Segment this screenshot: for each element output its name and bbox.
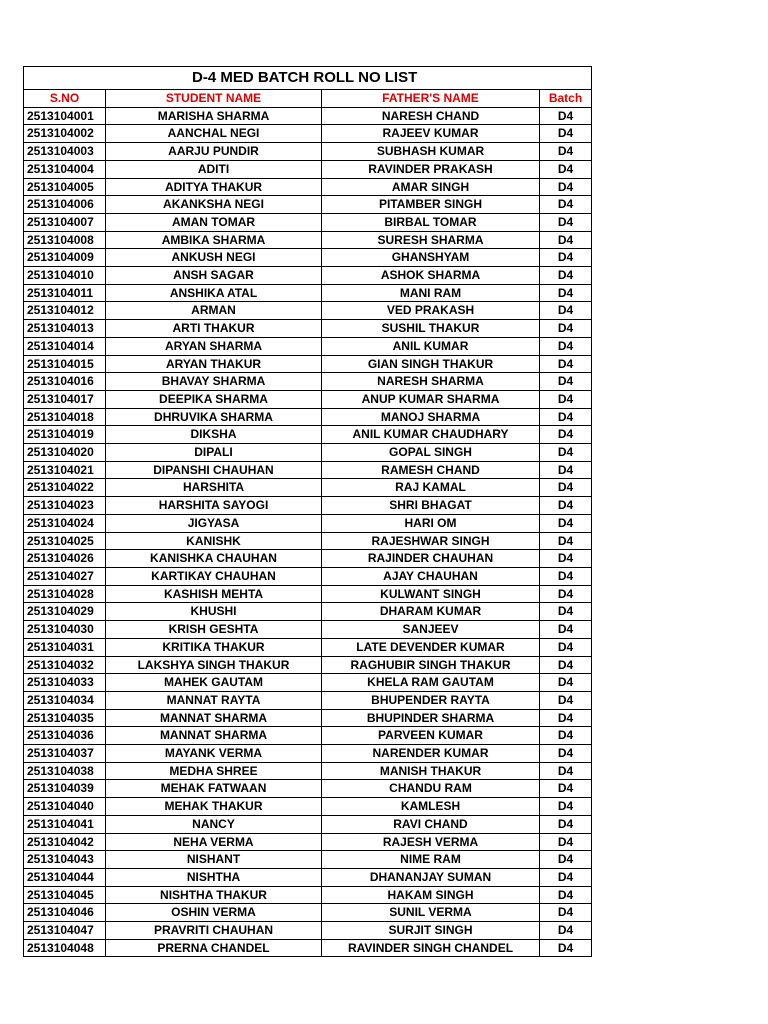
table-row xyxy=(24,727,592,745)
row-sno: 2513104039 xyxy=(24,780,106,798)
table-row xyxy=(24,143,592,161)
row-sno: 2513104035 xyxy=(24,709,106,727)
row-father-name: RAGHUBIR SINGH THAKUR xyxy=(322,656,540,674)
row-batch: D4 xyxy=(540,267,592,285)
table-row xyxy=(24,196,592,214)
row-father-name: MANI RAM xyxy=(322,284,540,302)
row-student-name: DEEPIKA SHARMA xyxy=(106,390,322,408)
roll-list-sheet xyxy=(23,66,591,957)
row-batch: D4 xyxy=(540,178,592,196)
table-row xyxy=(24,833,592,851)
row-sno: 2513104031 xyxy=(24,638,106,656)
row-sno: 2513104012 xyxy=(24,302,106,320)
table-row xyxy=(24,621,592,639)
row-student-name: DHRUVIKA SHARMA xyxy=(106,408,322,426)
row-father-name: SUNIL VERMA xyxy=(322,904,540,922)
table-row xyxy=(24,160,592,178)
row-batch: D4 xyxy=(540,497,592,515)
table-row xyxy=(24,355,592,373)
row-sno: 2513104006 xyxy=(24,196,106,214)
row-father-name: ANUP KUMAR SHARMA xyxy=(322,390,540,408)
row-sno: 2513104046 xyxy=(24,904,106,922)
row-batch: D4 xyxy=(540,815,592,833)
row-sno: 2513104003 xyxy=(24,143,106,161)
row-student-name: MEHAK FATWAAN xyxy=(106,780,322,798)
row-student-name: KANISHK xyxy=(106,532,322,550)
row-student-name: KRITIKA THAKUR xyxy=(106,638,322,656)
row-sno: 2513104038 xyxy=(24,762,106,780)
row-student-name: ANKUSH NEGI xyxy=(106,249,322,267)
row-father-name: SHRI BHAGAT xyxy=(322,497,540,515)
row-batch: D4 xyxy=(540,514,592,532)
table-row xyxy=(24,479,592,497)
table-row xyxy=(24,762,592,780)
row-batch: D4 xyxy=(540,213,592,231)
table-row xyxy=(24,868,592,886)
title-row xyxy=(24,67,592,90)
row-batch: D4 xyxy=(540,550,592,568)
row-student-name: KRISH GESHTA xyxy=(106,621,322,639)
row-sno: 2513104032 xyxy=(24,656,106,674)
roll-list-table xyxy=(23,66,592,957)
row-sno: 2513104020 xyxy=(24,444,106,462)
row-father-name: ASHOK SHARMA xyxy=(322,267,540,285)
row-student-name: AARJU PUNDIR xyxy=(106,143,322,161)
row-father-name: RAJEEV KUMAR xyxy=(322,125,540,143)
row-father-name: KULWANT SINGH xyxy=(322,585,540,603)
table-row xyxy=(24,585,592,603)
row-student-name: AMAN TOMAR xyxy=(106,213,322,231)
row-batch: D4 xyxy=(540,390,592,408)
row-student-name: ANSHIKA ATAL xyxy=(106,284,322,302)
row-sno: 2513104025 xyxy=(24,532,106,550)
row-father-name: HAKAM SINGH xyxy=(322,886,540,904)
row-sno: 2513104048 xyxy=(24,939,106,957)
row-student-name: ARYAN SHARMA xyxy=(106,337,322,355)
table-row xyxy=(24,904,592,922)
row-sno: 2513104037 xyxy=(24,745,106,763)
row-student-name: PRAVRITI CHAUHAN xyxy=(106,922,322,940)
table-row xyxy=(24,125,592,143)
row-father-name: NARENDER KUMAR xyxy=(322,745,540,763)
row-sno: 2513104044 xyxy=(24,868,106,886)
row-father-name: KAMLESH xyxy=(322,798,540,816)
row-father-name: SURESH SHARMA xyxy=(322,231,540,249)
row-student-name: ARTI THAKUR xyxy=(106,320,322,338)
table-row xyxy=(24,514,592,532)
row-sno: 2513104001 xyxy=(24,107,106,125)
row-sno: 2513104027 xyxy=(24,567,106,585)
table-row xyxy=(24,532,592,550)
table-row xyxy=(24,603,592,621)
row-father-name: RAVINDER SINGH CHANDEL xyxy=(322,939,540,957)
row-batch: D4 xyxy=(540,674,592,692)
row-sno: 2513104041 xyxy=(24,815,106,833)
row-student-name: MANNAT SHARMA xyxy=(106,709,322,727)
row-student-name: PRERNA CHANDEL xyxy=(106,939,322,957)
row-sno: 2513104045 xyxy=(24,886,106,904)
table-row xyxy=(24,267,592,285)
row-batch: D4 xyxy=(540,444,592,462)
row-sno: 2513104009 xyxy=(24,249,106,267)
header-row xyxy=(24,90,592,108)
table-row xyxy=(24,745,592,763)
row-student-name: KHUSHI xyxy=(106,603,322,621)
row-sno: 2513104036 xyxy=(24,727,106,745)
row-father-name: ANIL KUMAR xyxy=(322,337,540,355)
row-batch: D4 xyxy=(540,798,592,816)
row-student-name: KASHISH MEHTA xyxy=(106,585,322,603)
row-sno: 2513104007 xyxy=(24,213,106,231)
row-sno: 2513104014 xyxy=(24,337,106,355)
row-sno: 2513104011 xyxy=(24,284,106,302)
row-student-name: OSHIN VERMA xyxy=(106,904,322,922)
row-student-name: MARISHA SHARMA xyxy=(106,107,322,125)
row-batch: D4 xyxy=(540,196,592,214)
row-father-name: GHANSHYAM xyxy=(322,249,540,267)
table-row xyxy=(24,567,592,585)
row-sno: 2513104022 xyxy=(24,479,106,497)
row-sno: 2513104021 xyxy=(24,461,106,479)
row-sno: 2513104033 xyxy=(24,674,106,692)
row-batch: D4 xyxy=(540,691,592,709)
row-batch: D4 xyxy=(540,603,592,621)
table-row xyxy=(24,780,592,798)
page-title: D-4 MED BATCH ROLL NO LIST xyxy=(24,67,592,90)
row-batch: D4 xyxy=(540,320,592,338)
row-father-name: SANJEEV xyxy=(322,621,540,639)
row-student-name: DIPALI xyxy=(106,444,322,462)
table-row xyxy=(24,886,592,904)
table-row xyxy=(24,638,592,656)
row-father-name: ANIL KUMAR CHAUDHARY xyxy=(322,426,540,444)
row-sno: 2513104010 xyxy=(24,267,106,285)
table-row xyxy=(24,284,592,302)
row-father-name: NIME RAM xyxy=(322,851,540,869)
table-body xyxy=(24,107,592,957)
row-sno: 2513104040 xyxy=(24,798,106,816)
row-student-name: AKANKSHA NEGI xyxy=(106,196,322,214)
row-batch: D4 xyxy=(540,532,592,550)
row-batch: D4 xyxy=(540,567,592,585)
row-sno: 2513104034 xyxy=(24,691,106,709)
row-student-name: MAHEK GAUTAM xyxy=(106,674,322,692)
row-student-name: ADITYA THAKUR xyxy=(106,178,322,196)
table-row xyxy=(24,815,592,833)
row-father-name: LATE DEVENDER KUMAR xyxy=(322,638,540,656)
row-student-name: MEHAK THAKUR xyxy=(106,798,322,816)
row-student-name: BHAVAY SHARMA xyxy=(106,373,322,391)
row-sno: 2513104008 xyxy=(24,231,106,249)
row-student-name: DIKSHA xyxy=(106,426,322,444)
row-student-name: NANCY xyxy=(106,815,322,833)
row-student-name: DIPANSHI CHAUHAN xyxy=(106,461,322,479)
row-father-name: SURJIT SINGH xyxy=(322,922,540,940)
header-father-name: FATHER'S NAME xyxy=(322,90,540,108)
row-sno: 2513104016 xyxy=(24,373,106,391)
row-student-name: KANISHKA CHAUHAN xyxy=(106,550,322,568)
table-row xyxy=(24,249,592,267)
row-father-name: CHANDU RAM xyxy=(322,780,540,798)
row-father-name: MANISH THAKUR xyxy=(322,762,540,780)
row-father-name: RAJESHWAR SINGH xyxy=(322,532,540,550)
row-father-name: NARESH CHAND xyxy=(322,107,540,125)
row-student-name: NISHTHA xyxy=(106,868,322,886)
row-batch: D4 xyxy=(540,851,592,869)
row-father-name: GIAN SINGH THAKUR xyxy=(322,355,540,373)
table-row xyxy=(24,231,592,249)
row-father-name: PARVEEN KUMAR xyxy=(322,727,540,745)
row-sno: 2513104002 xyxy=(24,125,106,143)
row-sno: 2513104023 xyxy=(24,497,106,515)
header-sno: S.NO xyxy=(24,90,106,108)
row-father-name: PITAMBER SINGH xyxy=(322,196,540,214)
table-row xyxy=(24,461,592,479)
row-batch: D4 xyxy=(540,231,592,249)
row-father-name: SUSHIL THAKUR xyxy=(322,320,540,338)
row-father-name: VED PRAKASH xyxy=(322,302,540,320)
table-row xyxy=(24,302,592,320)
table-row xyxy=(24,213,592,231)
row-batch: D4 xyxy=(540,143,592,161)
row-father-name: RAJESH VERMA xyxy=(322,833,540,851)
table-row xyxy=(24,691,592,709)
row-father-name: AMAR SINGH xyxy=(322,178,540,196)
row-sno: 2513104030 xyxy=(24,621,106,639)
table-row xyxy=(24,798,592,816)
row-father-name: RAMESH CHAND xyxy=(322,461,540,479)
row-father-name: AJAY CHAUHAN xyxy=(322,567,540,585)
row-father-name: RAVINDER PRAKASH xyxy=(322,160,540,178)
row-father-name: BHUPINDER SHARMA xyxy=(322,709,540,727)
row-father-name: BIRBAL TOMAR xyxy=(322,213,540,231)
row-batch: D4 xyxy=(540,284,592,302)
table-row xyxy=(24,178,592,196)
row-father-name: HARI OM xyxy=(322,514,540,532)
table-row xyxy=(24,337,592,355)
table-row xyxy=(24,709,592,727)
row-student-name: AMBIKA SHARMA xyxy=(106,231,322,249)
row-sno: 2513104026 xyxy=(24,550,106,568)
table-row xyxy=(24,320,592,338)
row-batch: D4 xyxy=(540,886,592,904)
row-batch: D4 xyxy=(540,868,592,886)
row-batch: D4 xyxy=(540,373,592,391)
row-student-name: JIGYASA xyxy=(106,514,322,532)
row-batch: D4 xyxy=(540,762,592,780)
row-batch: D4 xyxy=(540,160,592,178)
row-sno: 2513104047 xyxy=(24,922,106,940)
row-student-name: KARTIKAY CHAUHAN xyxy=(106,567,322,585)
row-father-name: DHANANJAY SUMAN xyxy=(322,868,540,886)
row-father-name: SUBHASH KUMAR xyxy=(322,143,540,161)
table-row xyxy=(24,656,592,674)
table-row xyxy=(24,426,592,444)
row-batch: D4 xyxy=(540,656,592,674)
row-student-name: ARYAN THAKUR xyxy=(106,355,322,373)
row-student-name: ARMAN xyxy=(106,302,322,320)
table-row xyxy=(24,939,592,957)
row-father-name: MANOJ SHARMA xyxy=(322,408,540,426)
row-batch: D4 xyxy=(540,727,592,745)
row-batch: D4 xyxy=(540,355,592,373)
row-sno: 2513104013 xyxy=(24,320,106,338)
row-father-name: DHARAM KUMAR xyxy=(322,603,540,621)
table-row xyxy=(24,408,592,426)
row-father-name: RAVI CHAND xyxy=(322,815,540,833)
row-sno: 2513104005 xyxy=(24,178,106,196)
header-student-name: STUDENT NAME xyxy=(106,90,322,108)
row-sno: 2513104004 xyxy=(24,160,106,178)
row-student-name: MANNAT RAYTA xyxy=(106,691,322,709)
row-batch: D4 xyxy=(540,249,592,267)
row-batch: D4 xyxy=(540,709,592,727)
table-row xyxy=(24,444,592,462)
table-row xyxy=(24,107,592,125)
row-student-name: HARSHITA xyxy=(106,479,322,497)
table-row xyxy=(24,373,592,391)
table-row xyxy=(24,922,592,940)
row-sno: 2513104024 xyxy=(24,514,106,532)
row-student-name: NISHANT xyxy=(106,851,322,869)
row-student-name: LAKSHYA SINGH THAKUR xyxy=(106,656,322,674)
row-batch: D4 xyxy=(540,745,592,763)
row-sno: 2513104018 xyxy=(24,408,106,426)
row-father-name: RAJ KAMAL xyxy=(322,479,540,497)
row-batch: D4 xyxy=(540,833,592,851)
row-father-name: RAJINDER CHAUHAN xyxy=(322,550,540,568)
row-batch: D4 xyxy=(540,107,592,125)
row-father-name: BHUPENDER RAYTA xyxy=(322,691,540,709)
row-student-name: AANCHAL NEGI xyxy=(106,125,322,143)
row-student-name: NEHA VERMA xyxy=(106,833,322,851)
row-student-name: ANSH SAGAR xyxy=(106,267,322,285)
table-row xyxy=(24,550,592,568)
row-batch: D4 xyxy=(540,479,592,497)
row-batch: D4 xyxy=(540,638,592,656)
row-sno: 2513104019 xyxy=(24,426,106,444)
row-batch: D4 xyxy=(540,426,592,444)
table-row xyxy=(24,674,592,692)
row-student-name: MAYANK VERMA xyxy=(106,745,322,763)
table-row xyxy=(24,497,592,515)
row-sno: 2513104015 xyxy=(24,355,106,373)
row-batch: D4 xyxy=(540,585,592,603)
row-sno: 2513104029 xyxy=(24,603,106,621)
row-student-name: NISHTHA THAKUR xyxy=(106,886,322,904)
header-batch: Batch xyxy=(540,90,592,108)
row-batch: D4 xyxy=(540,302,592,320)
row-student-name: MEDHA SHREE xyxy=(106,762,322,780)
row-batch: D4 xyxy=(540,461,592,479)
row-student-name: ADITI xyxy=(106,160,322,178)
row-student-name: HARSHITA SAYOGI xyxy=(106,497,322,515)
row-batch: D4 xyxy=(540,780,592,798)
row-father-name: NARESH SHARMA xyxy=(322,373,540,391)
row-batch: D4 xyxy=(540,621,592,639)
row-father-name: KHELA RAM GAUTAM xyxy=(322,674,540,692)
row-batch: D4 xyxy=(540,904,592,922)
table-row xyxy=(24,390,592,408)
row-batch: D4 xyxy=(540,408,592,426)
table-row xyxy=(24,851,592,869)
row-batch: D4 xyxy=(540,125,592,143)
row-father-name: GOPAL SINGH xyxy=(322,444,540,462)
row-student-name: MANNAT SHARMA xyxy=(106,727,322,745)
row-sno: 2513104043 xyxy=(24,851,106,869)
row-sno: 2513104028 xyxy=(24,585,106,603)
row-sno: 2513104042 xyxy=(24,833,106,851)
row-sno: 2513104017 xyxy=(24,390,106,408)
row-batch: D4 xyxy=(540,922,592,940)
row-batch: D4 xyxy=(540,939,592,957)
row-batch: D4 xyxy=(540,337,592,355)
